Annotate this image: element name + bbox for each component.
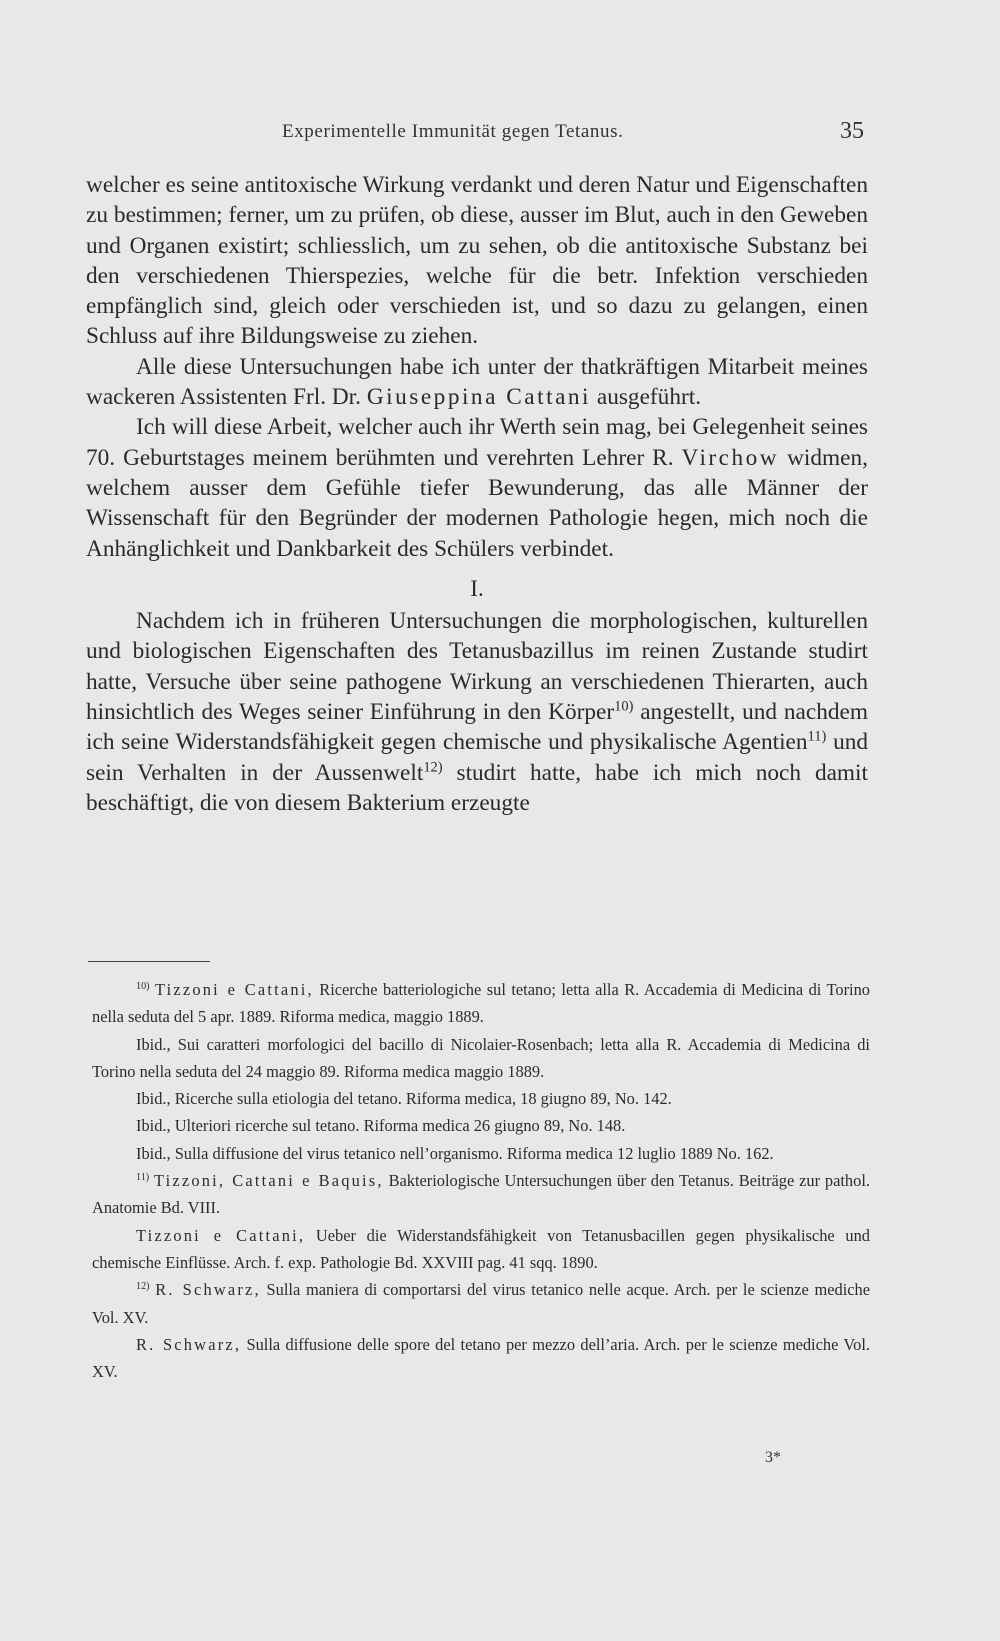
footnote-ref: 12) xyxy=(423,758,443,775)
footnote-text: Ibid., Sui caratteri morfologici del bacillo di Nicolaier-Rosenbach; letta alla R. Accademia di Medicina di Torino nella seduta del 24 maggio 89. Riforma medica maggio 1889. xyxy=(92,1034,870,1081)
footnote-divider xyxy=(88,961,210,962)
footnote-number: 10) xyxy=(136,980,150,992)
paragraph-text: angestellt, und nachdem ich seine Widerstandsfähigkeit gegen chemische und physikalische Agentien xyxy=(86,699,868,756)
footnote xyxy=(92,1167,870,1222)
footnote-author: R. Schwarz, xyxy=(136,1334,242,1354)
footnote xyxy=(92,1140,870,1167)
footnote-number: 11) xyxy=(136,1171,150,1183)
footnote-text: Ueber die Widerstandsfähigkeit von Tetanusbacillen gegen physikalische und chemische Einflüsse. Arch. f. exp. Pathologie Bd. XXVIII pag. 41 sqq. 1890. xyxy=(92,1225,870,1272)
paragraph xyxy=(86,606,868,818)
paragraph-text: Nachdem ich in früheren Untersuchungen die morphologischen, kulturellen und biologischen Eigenschaften des Tetanusbazillus im reinen Zustande studirt hatte, Versuche über seine pathogene Wirkung an verschiedenen Thierarten, auch hinsichtlich des Weges seiner Einführung in den Körper xyxy=(86,608,868,726)
paragraph xyxy=(86,412,868,563)
footnote-text: Sulla maniera di comportarsi del virus tetanico nelle acque. Arch. per le scienze mediche Vol. XV. xyxy=(92,1280,870,1327)
footnote-text: Ibid., Sulla diffusione del virus tetanico nell’organismo. Riforma medica 12 luglio 1889 No. 162. xyxy=(136,1143,774,1163)
main-text xyxy=(86,170,868,818)
paragraph-text: studirt hatte, habe ich mich noch damit beschäftigt, die von diesem Bakterium erzeugte xyxy=(86,759,868,816)
paragraph-text: Ich will diese Arbeit, welcher auch ihr Werth sein mag, bei Gelegenheit seines 70. Geburtstages meinem berühmten und verehrten Lehrer R. xyxy=(86,414,868,471)
footnote-text: Sulla diffusione delle spore del tetano per mezzo dell’aria. Arch. per le scienze mediche Vol. XV. xyxy=(92,1334,870,1382)
signature-mark: 3* xyxy=(765,1449,781,1466)
footnote xyxy=(92,976,870,1031)
page-number: 35 xyxy=(840,118,864,144)
footnote xyxy=(92,1085,870,1112)
footnote-text: Ricerche batteriologiche sul tetano; letta alla R. Accademia di Medicina di Torino nella seduta del 5 apr. 1889. Riforma medica, maggio 1889. xyxy=(92,980,870,1027)
page-header xyxy=(88,118,864,152)
person-name: Giuseppina Cattani xyxy=(366,384,592,411)
paragraph-text: und sein Verhalten in der Aussenwelt xyxy=(86,729,869,786)
footnote-ref: 11) xyxy=(807,728,827,745)
footnote-text: Ibid., Ulteriori ricerche sul tetano. Riforma medica 26 giugno 89, No. 148. xyxy=(136,1116,626,1136)
footnote-ref: 10) xyxy=(614,698,634,715)
section-heading: I. xyxy=(470,575,484,601)
paragraph xyxy=(86,352,868,413)
footnote-text: Bakteriologische Untersuchungen über den Tetanus. Beiträge zur pathol. Anatomie Bd. VIII. xyxy=(92,1171,870,1218)
footnote xyxy=(92,1276,870,1331)
paragraph-text: Alle diese Untersuchungen habe ich unter der thatkräftigen Mitarbeit meines wackeren Assistenten Frl. Dr. xyxy=(86,353,868,411)
footnote-author: R. Schwarz, xyxy=(155,1280,261,1300)
footnote-author: Tizzoni, Cattani e Baquis, xyxy=(154,1171,384,1191)
running-title: Experimentelle Immunität gegen Tetanus. xyxy=(282,121,624,142)
footnote-text: Ibid., Ricerche sulla etiologia del tetano. Riforma medica, 18 giugno 89, No. 142. xyxy=(136,1089,672,1109)
person-name: Virchow xyxy=(681,444,780,471)
paragraph-text: widmen, welchem ausser dem Gefühle tiefer Bewunderung, das alle Männer der Wissenschaft für den Begründer der modernen Pathologie hegen, mich noch die Anhänglichkeit und Dankbarkeit des Schülers verbindet. xyxy=(86,444,868,562)
footnote-number: 12) xyxy=(136,1281,150,1293)
footnote xyxy=(92,1331,870,1386)
footnote-author: Tizzoni e Cattani, xyxy=(155,980,314,999)
footnote xyxy=(92,1222,870,1277)
footnotes xyxy=(92,976,870,1385)
footnote xyxy=(92,1031,870,1086)
paragraph-text: ausgeführt. xyxy=(596,384,702,411)
paragraph-text: welcher es seine antitoxische Wirkung verdankt und deren Natur und Eigenschaften zu bestimmen; ferner, um zu prüfen, ob diese, ausser im Blut, auch in den Geweben und Organen existirt; schliesslich, um zu sehen, ob die antitoxische Substanz bei den verschiedenen Thierspezies, welche für die betr. Infektion verschieden empfänglich sind, gleich oder verschieden ist, und so dazu zu gelangen, einen Schluss auf ihre Bildungsweise zu ziehen. xyxy=(86,172,868,350)
footnote xyxy=(92,1112,870,1139)
footnote-author: Tizzoni e Cattani, xyxy=(136,1225,306,1245)
paragraph xyxy=(86,170,868,352)
